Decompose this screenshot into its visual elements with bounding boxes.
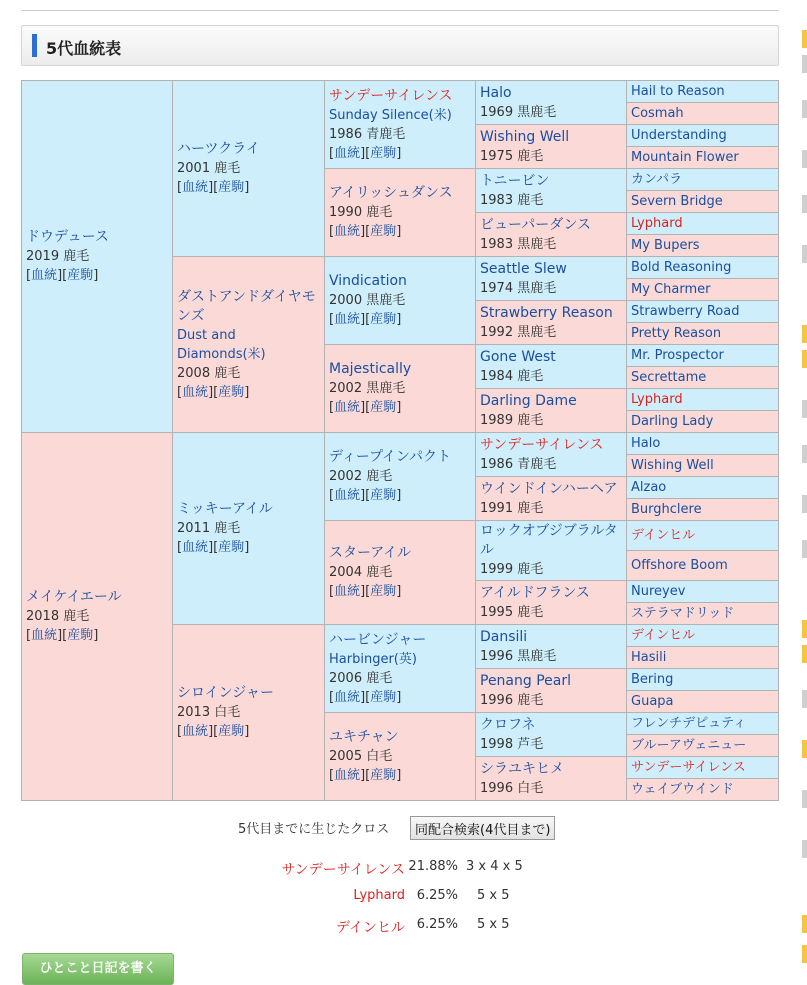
horse-name-link[interactable]: Lyphard <box>631 392 683 407</box>
pedigree-cell <box>325 169 476 257</box>
pedigree-cell <box>627 669 779 691</box>
horse-name-link[interactable]: Bering <box>631 672 674 687</box>
horse-name-link[interactable]: メイケイエール <box>26 589 122 605</box>
coat-color: 鹿毛 <box>517 500 544 516</box>
coat-color: 鹿毛 <box>517 412 544 428</box>
pedigree-cell <box>627 389 779 411</box>
pedigree-cell <box>476 257 627 301</box>
horse-birth-info <box>177 519 320 538</box>
birth-year: 1996 <box>480 692 514 708</box>
coat-color: 鹿毛 <box>366 565 393 580</box>
horse-name-link[interactable]: Dansili <box>480 628 528 645</box>
horse-name-link[interactable]: Secrettame <box>631 370 707 385</box>
pedigree-link[interactable]: 血統 <box>334 145 361 161</box>
horse-name-link[interactable]: Strawberry Road <box>631 304 740 319</box>
pedigree-link[interactable]: 血統 <box>334 224 361 239</box>
horse-name-link[interactable]: Darling Dame <box>480 392 577 409</box>
birth-year: 2005 <box>329 749 363 764</box>
birth-year: 2000 <box>329 293 363 308</box>
offspring-link[interactable]: 産駒 <box>370 689 397 705</box>
section-title: 5代血統表 <box>46 39 122 58</box>
horse-name-link[interactable]: Halo <box>480 84 512 101</box>
edge-marker <box>802 945 807 963</box>
cross-label: 5代目までに生じたクロス <box>238 822 390 837</box>
offspring-link[interactable]: 産駒 <box>218 180 245 195</box>
horse-birth-info <box>329 669 471 688</box>
horse-name-link[interactable]: ロックオブジブラルタル <box>480 523 618 558</box>
horse-name-link[interactable]: Pretty Reason <box>631 326 722 341</box>
horse-name-link[interactable]: アイルドフランス <box>480 584 590 601</box>
horse-name-link[interactable]: Penang Pearl <box>480 672 571 689</box>
horse-name-link[interactable]: Mr. Prospector <box>631 348 724 363</box>
pedigree-cell <box>627 625 779 647</box>
edge-marker <box>802 150 807 168</box>
edge-marker <box>802 740 807 758</box>
horse-name-link[interactable]: Hasili <box>631 650 667 665</box>
coat-color: 黒鹿毛 <box>517 324 557 340</box>
edge-marker <box>802 245 807 263</box>
pedigree-cell <box>627 551 779 581</box>
coat-color: 鹿毛 <box>517 192 544 208</box>
horse-name-link[interactable]: Understanding <box>631 128 727 143</box>
coat-color: 鹿毛 <box>214 365 241 381</box>
coat-color: 鹿毛 <box>366 205 393 220</box>
pedigree-cell <box>627 499 779 521</box>
horse-name-link[interactable]: デインヒル <box>631 628 696 643</box>
horse-links: [血統][産駒] <box>329 224 402 239</box>
section-header <box>21 25 779 66</box>
offspring-link[interactable]: 産駒 <box>67 628 94 643</box>
horse-name-link[interactable]: Bold Reasoning <box>631 260 732 275</box>
horse-name-link[interactable]: ミッキーアイル <box>177 501 273 517</box>
horse-name-link[interactable]: シロインジャー <box>177 685 274 701</box>
horse-name-link[interactable]: ユキチャン <box>329 729 399 745</box>
pedigree-cell <box>627 367 779 389</box>
pedigree-link[interactable]: 血統 <box>334 768 361 783</box>
pedigree-cell <box>627 779 779 801</box>
right-edge-strip <box>800 0 807 975</box>
edge-marker <box>802 55 807 73</box>
pedigree-cell <box>627 81 779 103</box>
offspring-link[interactable]: 産駒 <box>218 384 245 400</box>
horse-name-link[interactable]: Majestically <box>329 361 412 377</box>
horse-birth-info <box>329 203 471 222</box>
pedigree-link[interactable]: 血統 <box>334 488 361 503</box>
birth-year: 1975 <box>480 148 514 164</box>
offspring-link[interactable]: 産駒 <box>370 224 397 239</box>
pedigree-cell <box>627 235 779 257</box>
coat-color: 白毛 <box>214 705 241 720</box>
birth-year: 1995 <box>480 604 514 620</box>
edge-marker <box>802 325 807 343</box>
horse-birth-info <box>480 411 622 430</box>
pedigree-cell <box>627 477 779 499</box>
top-divider <box>21 10 779 11</box>
horse-name-link[interactable]: ウインドインハーヘア <box>480 480 618 497</box>
birth-year: 1999 <box>480 562 514 577</box>
horse-name-link[interactable]: ディープインパクト <box>329 449 451 465</box>
horse-name-link[interactable]: Darling Lady <box>631 414 714 429</box>
coat-color: 鹿毛 <box>214 161 241 176</box>
horse-name-link[interactable]: Burghclere <box>631 502 702 517</box>
pedigree-cell <box>476 169 627 213</box>
horse-name-link[interactable]: Nureyev <box>631 584 686 599</box>
pedigree-cell <box>476 713 627 757</box>
horse-name-link[interactable]: サンデーサイレンス <box>480 436 604 453</box>
coat-color: 黒鹿毛 <box>366 381 406 396</box>
pedigree-cell <box>325 625 476 713</box>
edge-marker <box>802 100 807 118</box>
coat-color: 白毛 <box>366 749 393 764</box>
pedigree-cell <box>476 757 627 801</box>
horse-links: [血統][産駒] <box>177 384 250 400</box>
offspring-link[interactable]: 産駒 <box>67 268 94 283</box>
edge-marker <box>802 915 807 933</box>
coat-color: 鹿毛 <box>517 692 544 708</box>
horse-name-link[interactable]: Wishing Well <box>480 128 570 145</box>
pedigree-link[interactable]: 血統 <box>182 724 209 739</box>
horse-birth-info <box>329 747 471 766</box>
horse-birth-info <box>177 159 320 178</box>
horse-name-link[interactable]: Seattle Slew <box>480 260 567 277</box>
pedigree-cell <box>476 301 627 345</box>
pedigree-cell <box>476 625 627 669</box>
horse-name-link[interactable]: Cosmah <box>631 106 684 121</box>
birth-year: 2002 <box>329 381 363 396</box>
coat-color: 白毛 <box>517 780 544 796</box>
horse-name-link[interactable]: Lyphard <box>631 216 683 231</box>
horse-birth-info <box>329 379 471 398</box>
cross-horse-link[interactable]: Lyphard <box>353 888 405 903</box>
birth-year: 1996 <box>480 780 514 796</box>
horse-links: [血統][産駒] <box>177 180 250 195</box>
horse-birth-info <box>177 703 320 722</box>
horse-links: [血統][産駒] <box>329 488 402 503</box>
pedigree-cell <box>627 103 779 125</box>
write-diary-button[interactable]: ひとこと日記を書く <box>22 953 174 985</box>
horse-name-link[interactable]: Vindication <box>329 273 407 289</box>
pedigree-cell <box>627 147 779 169</box>
cross-generations: 5 x 5 <box>477 917 510 932</box>
horse-birth-info <box>26 247 168 266</box>
horse-birth-info <box>480 455 622 474</box>
cross-percent: 21.88% <box>408 859 458 874</box>
birth-year: 2018 <box>26 609 60 624</box>
offspring-link[interactable]: 産駒 <box>218 724 245 739</box>
horse-name-link[interactable]: フレンチデピュティ <box>631 716 747 731</box>
pedigree-cell <box>627 169 779 191</box>
pedigree-cell <box>476 81 627 125</box>
edge-marker <box>802 645 807 663</box>
pedigree-cell <box>627 345 779 367</box>
pedigree-cell <box>476 477 627 521</box>
same-mating-search-button[interactable]: 同配合検索(4代目まで) <box>410 816 555 840</box>
birth-year: 2006 <box>329 670 363 686</box>
coat-color: 芦毛 <box>517 736 544 752</box>
pedigree-link[interactable]: 血統 <box>182 180 209 195</box>
horse-name-link[interactable]: ビューパーダンス <box>480 216 592 233</box>
horse-name-link[interactable]: ブルーアヴェニュー <box>631 738 747 753</box>
birth-year: 1983 <box>480 236 514 252</box>
pedigree-cell <box>627 735 779 757</box>
cross-generations: 5 x 5 <box>477 888 510 903</box>
header-accent-bar <box>32 34 37 57</box>
pedigree-link[interactable]: 血統 <box>334 689 361 705</box>
edge-marker <box>802 195 807 213</box>
birth-year: 1974 <box>480 280 514 296</box>
horse-birth-info <box>480 103 622 122</box>
offspring-link[interactable]: 産駒 <box>370 145 397 161</box>
horse-name-link[interactable]: アイリッシュダンス <box>329 185 453 201</box>
coat-color: 鹿毛 <box>366 469 393 484</box>
pedigree-cell <box>627 455 779 477</box>
horse-name-link[interactable]: デインヒル <box>631 528 696 543</box>
coat-color: 黒鹿毛 <box>517 104 557 120</box>
horse-birth-info <box>329 467 471 486</box>
pedigree-row <box>22 433 779 455</box>
horse-links: [血統][産駒] <box>329 689 402 705</box>
pedigree-link[interactable]: 血統 <box>182 384 209 400</box>
birth-year: 1986 <box>480 456 514 472</box>
pedigree-table <box>21 80 779 801</box>
offspring-link[interactable]: 産駒 <box>370 488 397 503</box>
horse-links: [血統][産駒] <box>329 145 402 161</box>
birth-year: 1992 <box>480 324 514 340</box>
pedigree-cell <box>627 323 779 345</box>
pedigree-link[interactable]: 血統 <box>334 584 361 599</box>
offspring-link[interactable]: 産駒 <box>218 540 245 555</box>
coat-color: 青鹿毛 <box>366 126 406 142</box>
pedigree-cell <box>22 81 173 433</box>
coat-color: 青鹿毛 <box>517 456 557 472</box>
coat-color: 鹿毛 <box>63 249 90 264</box>
pedigree-cell <box>627 521 779 551</box>
horse-name-link[interactable]: ハービンジャー <box>329 631 427 648</box>
horse-name-link[interactable]: Gone West <box>480 348 556 365</box>
pedigree-cell <box>627 213 779 235</box>
pedigree-cell <box>22 433 173 801</box>
horse-birth-info <box>480 647 622 666</box>
birth-year: 2002 <box>329 469 363 484</box>
horse-birth-info <box>480 499 622 518</box>
pedigree-cell <box>627 433 779 455</box>
horse-birth-info <box>26 607 168 626</box>
coat-color: 鹿毛 <box>366 670 393 686</box>
horse-name-link[interactable]: サンデーサイレンス <box>631 760 746 775</box>
horse-name-link[interactable]: サンデーサイレンス <box>329 87 453 104</box>
birth-year: 2019 <box>26 249 60 264</box>
pedigree-cell <box>325 345 476 433</box>
horse-links: [血統][産駒] <box>329 584 402 599</box>
birth-year: 1996 <box>480 648 514 664</box>
coat-color: 黒鹿毛 <box>517 236 557 252</box>
coat-color: 鹿毛 <box>63 609 90 624</box>
pedigree-cell <box>627 713 779 735</box>
pedigree-cell <box>173 625 325 801</box>
horse-birth-info <box>480 735 622 754</box>
coat-color: 鹿毛 <box>517 604 544 620</box>
birth-year: 2004 <box>329 565 363 580</box>
birth-year: 2011 <box>177 521 211 536</box>
horse-name-link[interactable]: スターアイル <box>329 545 412 561</box>
birth-year: 1991 <box>480 500 514 516</box>
horse-name-link[interactable]: Wishing Well <box>631 458 714 473</box>
birth-year: 1989 <box>480 412 514 428</box>
horse-birth-info <box>480 323 622 342</box>
cross-percent: 6.25% <box>416 917 458 932</box>
horse-birth-info <box>480 560 622 579</box>
horse-links: [血統][産駒] <box>177 540 250 555</box>
edge-marker <box>802 620 807 638</box>
horse-links: [血統][産駒] <box>26 268 99 283</box>
horse-birth-info <box>480 191 622 210</box>
horse-birth-info <box>480 691 622 710</box>
horse-name-link[interactable]: シラユキヒメ <box>480 760 564 777</box>
pedigree-cell <box>627 647 779 669</box>
horse-birth-info <box>480 147 622 166</box>
offspring-link[interactable]: 産駒 <box>370 312 397 327</box>
pedigree-row <box>22 81 779 103</box>
pedigree-link[interactable]: 血統 <box>31 628 58 643</box>
offspring-link[interactable]: 産駒 <box>370 400 397 415</box>
pedigree-cell <box>627 279 779 301</box>
pedigree-cell <box>325 713 476 801</box>
birth-year: 1998 <box>480 736 514 752</box>
pedigree-link[interactable]: 血統 <box>31 268 58 283</box>
cross-generations: 3 x 4 x 5 <box>466 859 523 874</box>
birth-year: 1986 <box>329 126 363 142</box>
horse-links: [血統][産駒] <box>177 724 250 739</box>
horse-links: [血統][産駒] <box>329 768 402 783</box>
horse-birth-info <box>480 279 622 298</box>
offspring-link[interactable]: 産駒 <box>370 584 397 599</box>
cross-horse-link[interactable]: サンデーサイレンス <box>281 862 405 878</box>
horse-name-en-link[interactable]: Harbinger(英) <box>329 651 417 667</box>
pedigree-cell <box>476 345 627 389</box>
horse-birth-info <box>480 367 622 386</box>
pedigree-cell <box>325 521 476 625</box>
pedigree-cell <box>476 389 627 433</box>
edge-marker <box>802 495 807 513</box>
pedigree-cell <box>627 191 779 213</box>
pedigree-cell <box>627 581 779 603</box>
pedigree-cell <box>627 411 779 433</box>
pedigree-cell <box>173 81 325 257</box>
coat-color: 鹿毛 <box>517 368 544 384</box>
birth-year: 1990 <box>329 205 363 220</box>
pedigree-cell <box>476 213 627 257</box>
pedigree-cell <box>325 81 476 169</box>
edge-marker <box>802 540 807 558</box>
horse-name-link[interactable]: Severn Bridge <box>631 194 723 209</box>
offspring-link[interactable]: 産駒 <box>370 768 397 783</box>
birth-year: 1969 <box>480 104 514 120</box>
horse-name-link[interactable]: Guapa <box>631 694 674 709</box>
pedigree-cell <box>627 257 779 279</box>
pedigree-cell <box>325 257 476 345</box>
pedigree-link[interactable]: 血統 <box>334 312 361 327</box>
horse-name-link[interactable]: ステラマドリッド <box>631 606 735 621</box>
edge-marker <box>802 790 807 808</box>
pedigree-cell <box>325 433 476 521</box>
edge-marker <box>802 30 807 48</box>
coat-color: 鹿毛 <box>517 562 544 577</box>
cross-percent: 6.25% <box>416 888 458 903</box>
pedigree-cell <box>476 669 627 713</box>
horse-name-link[interactable]: Alzao <box>631 480 667 495</box>
coat-color: 鹿毛 <box>517 148 544 164</box>
cross-horse-link[interactable]: デインヒル <box>335 920 405 936</box>
edge-marker <box>802 445 807 463</box>
horse-name-link[interactable]: Offshore Boom <box>631 558 728 573</box>
horse-name-link[interactable]: ダストアンドダイヤモンズ <box>177 288 316 324</box>
birth-year: 2013 <box>177 705 211 720</box>
horse-name-link[interactable]: Hail to Reason <box>631 84 725 99</box>
horse-name-link[interactable]: カンパラ <box>631 172 683 187</box>
pedigree-cell <box>476 521 627 581</box>
pedigree-link[interactable]: 血統 <box>182 540 209 555</box>
horse-name-link[interactable]: トニービン <box>480 172 550 189</box>
pedigree-cell <box>627 301 779 323</box>
horse-name-link[interactable]: ウェイブウインド <box>631 782 734 797</box>
horse-links: [血統][産駒] <box>26 628 99 643</box>
pedigree-link[interactable]: 血統 <box>334 400 361 415</box>
horse-birth-info <box>480 235 622 254</box>
coat-color: 黒鹿毛 <box>366 293 406 308</box>
horse-name-link[interactable]: Strawberry Reason <box>480 304 613 321</box>
birth-year: 1983 <box>480 192 514 208</box>
horse-name-en-link[interactable]: Sunday Silence(米) <box>329 107 452 123</box>
coat-color: 黒鹿毛 <box>517 648 557 664</box>
birth-year: 1984 <box>480 368 514 384</box>
pedigree-cell <box>627 757 779 779</box>
pedigree-cell <box>476 433 627 477</box>
birth-year: 2001 <box>177 161 211 176</box>
coat-color: 黒鹿毛 <box>517 280 557 296</box>
horse-name-en-link[interactable]: Dust and Diamonds(米) <box>177 327 266 362</box>
pedigree-cell <box>627 691 779 713</box>
pedigree-cell <box>476 581 627 625</box>
horse-birth-info <box>329 125 471 144</box>
horse-name-link[interactable]: Mountain Flower <box>631 150 739 165</box>
horse-birth-info <box>329 291 471 310</box>
pedigree-cell <box>173 257 325 433</box>
pedigree-cell <box>627 603 779 625</box>
horse-name-link[interactable]: My Bupers <box>631 238 700 253</box>
horse-name-link[interactable]: My Charmer <box>631 282 711 297</box>
horse-birth-info <box>480 779 622 798</box>
horse-birth-info <box>177 364 320 383</box>
edge-marker <box>802 840 807 858</box>
horse-name-link[interactable]: ハーツクライ <box>177 141 260 157</box>
horse-name-link[interactable]: ドウデュース <box>26 229 109 245</box>
horse-links: [血統][産駒] <box>329 312 402 327</box>
horse-birth-info <box>329 563 471 582</box>
horse-links: [血統][産駒] <box>329 400 402 415</box>
birth-year: 2008 <box>177 365 211 381</box>
horse-birth-info <box>480 603 622 622</box>
pedigree-cell <box>627 125 779 147</box>
edge-marker <box>802 690 807 708</box>
edge-marker <box>802 400 807 418</box>
horse-name-link[interactable]: クロフネ <box>480 716 536 733</box>
edge-marker <box>802 350 807 368</box>
pedigree-cell <box>476 125 627 169</box>
pedigree-cell <box>173 433 325 625</box>
coat-color: 鹿毛 <box>214 521 241 536</box>
horse-name-link[interactable]: Halo <box>631 436 661 451</box>
